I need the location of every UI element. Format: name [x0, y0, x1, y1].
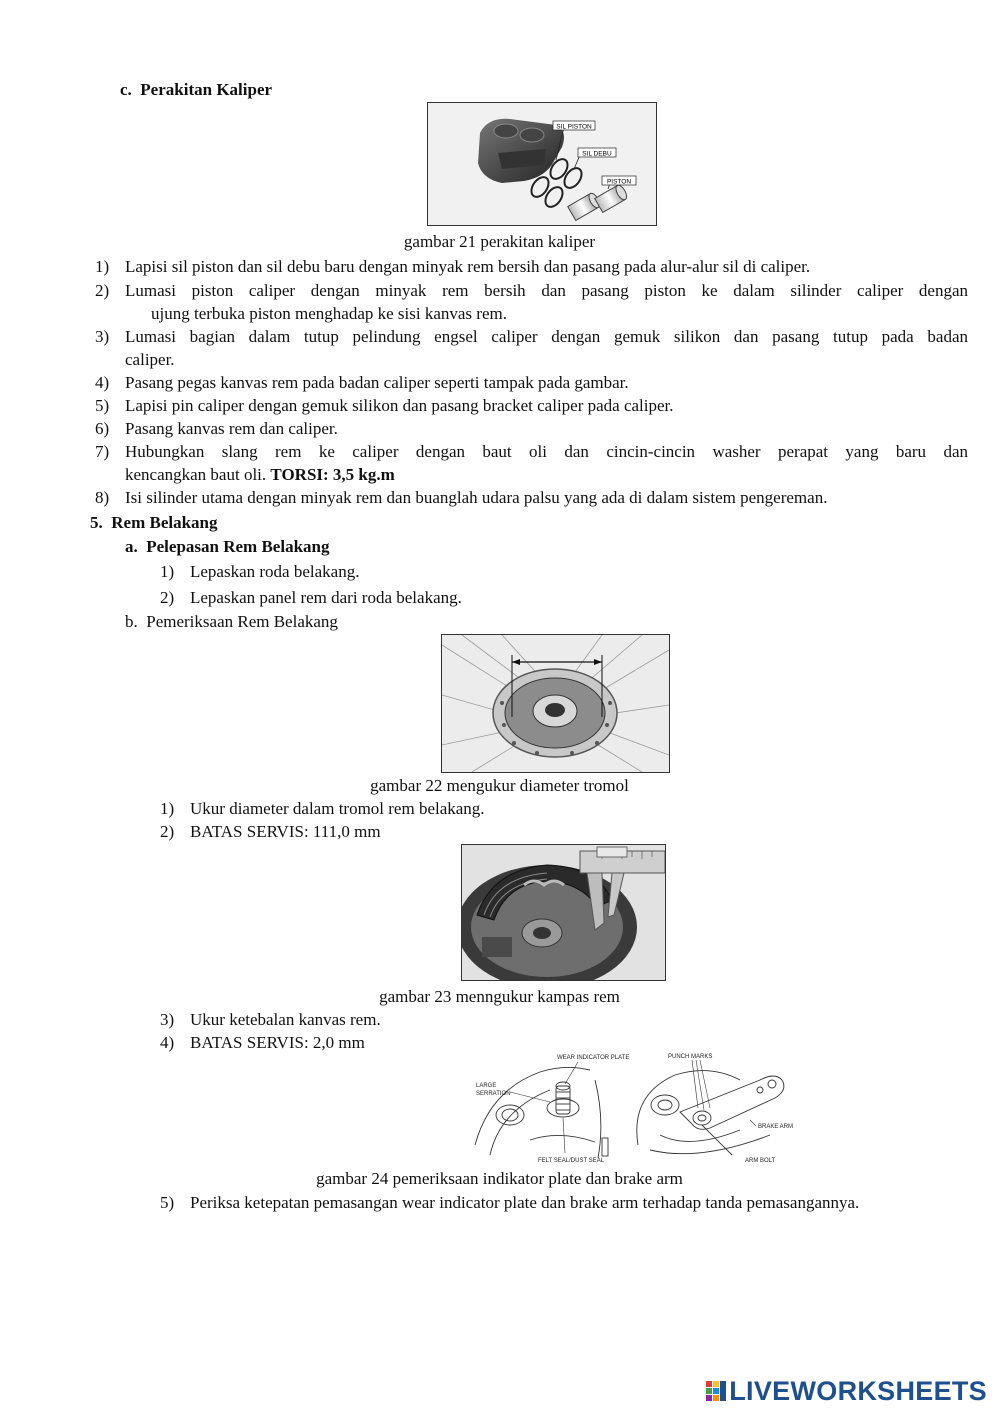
step-number: 8) [95, 488, 110, 507]
label-piston: PISTON [606, 178, 632, 186]
figure-21-caliper-assembly [427, 102, 657, 226]
brake-arm-line-drawing [470, 1050, 800, 1165]
step-number: 3) [160, 1010, 175, 1029]
seal-ring [561, 165, 585, 191]
step-number: 5) [160, 1193, 175, 1212]
step-text: Pasang pegas kanvas rem pada badan caliper seperti tampak pada gambar. [125, 373, 629, 392]
step-number: 3) [95, 327, 110, 346]
figure-22-caption: gambar 22 mengukur diameter tromol [370, 776, 629, 795]
section-c-letter: c. [120, 80, 132, 99]
figure-23-caption: gambar 23 menngukur kampas rem [379, 987, 620, 1006]
step-text-continued [125, 465, 395, 485]
brake-drum-illustration [442, 635, 669, 772]
step-text: Pasang kanvas rem dan caliper. [125, 419, 338, 438]
step-text: Isi silinder utama dengan minyak rem dan buanglah udara palsu yang ada di dalam sistem pengereman. [125, 488, 828, 507]
figure-24-caption: gambar 24 pemeriksaan indikator plate dan brake arm [316, 1169, 683, 1188]
step-text: Lepaskan panel rem dari roda belakang. [190, 588, 462, 607]
section-c-title: Perakitan Kaliper [140, 80, 273, 99]
figure-24-indicator-plate-brake-arm [470, 1050, 800, 1165]
step-number: 6) [95, 419, 110, 438]
section-5a-heading [125, 537, 329, 557]
step-text: Lapisi pin caliper dengan gemuk silikon dan pasang bracket caliper pada caliper. [125, 396, 674, 415]
piston-right [595, 184, 629, 213]
step-text: Periksa ketepatan pemasangan wear indicator plate dan brake arm terhadap tanda pemasangannya. [190, 1193, 860, 1212]
step-number: 2) [160, 822, 175, 841]
torque-value: TORSI: 3,5 kg.m [270, 465, 395, 484]
step-text: Lapisi sil piston dan sil debu baru dengan minyak rem bersih dan pasang pada alur-alur sil di caliper. [125, 257, 811, 276]
step-number: 4) [95, 373, 110, 392]
liveworksheets-logo-icon [705, 1380, 727, 1402]
label-punch-marks: PUNCH MARKS [668, 1054, 713, 1060]
label-wear-indicator-plate: WEAR INDICATOR PLATE [557, 1055, 630, 1061]
step-text-continued: caliper. [125, 350, 175, 369]
section-5-title: Rem Belakang [111, 513, 218, 532]
brake-shoe-illustration [462, 845, 665, 980]
section-5b-title: Pemeriksaan Rem Belakang [146, 612, 338, 631]
step-text: Lumasi bagian dalam tutup pelindung engsel caliper dengan gemuk silikon dan pasang tutup pada badan [125, 327, 968, 346]
step-text: Lumasi piston caliper dengan minyak rem bersih dan pasang piston ke dalam silinder caliper dengan [125, 281, 968, 300]
step-text-continued: ujung terbuka piston menghadap ke sisi kanvas rem. [151, 304, 507, 323]
figure-23-brake-lining [461, 844, 666, 981]
step-number: 2) [95, 281, 110, 300]
section-5-number: 5. [90, 513, 103, 532]
figure-22-drum-diameter [441, 634, 670, 773]
step-text: Hubungkan slang rem ke caliper dengan baut oli dan cincin-cincin washer perapat yang baru dan [125, 442, 968, 461]
step-text: Ukur diameter dalam tromol rem belakang. [190, 799, 485, 818]
section-5b-letter: b. [125, 612, 138, 631]
step-text: Lepaskan roda belakang. [190, 562, 360, 581]
label-brake-arm: BRAKE ARM [758, 1124, 794, 1130]
section-5a-title: Pelepasan Rem Belakang [146, 537, 330, 556]
figure-21-caption: gambar 21 perakitan kaliper [403, 232, 596, 251]
label-serration: SERRATION [476, 1091, 511, 1097]
step-text: Ukur ketebalan kanvas rem. [190, 1010, 381, 1029]
step-number: 2) [160, 588, 175, 607]
step-number: 1) [160, 799, 175, 818]
step-number: 1) [160, 562, 175, 581]
step-number: 1) [95, 257, 110, 276]
label-large: LARGE [476, 1083, 497, 1089]
step-number: 5) [95, 396, 110, 415]
label-sil-piston: SIL PISTON [556, 123, 592, 131]
step-text-continued-plain: kencangkan baut oli. [125, 465, 267, 484]
label-arm-bolt: ARM BOLT [745, 1158, 776, 1164]
section-5-heading [90, 513, 218, 533]
step-number: 4) [160, 1033, 175, 1052]
section-5a-letter: a. [125, 537, 138, 556]
piston-left [568, 192, 602, 221]
seal-ring [542, 184, 566, 210]
liveworksheets-logo[interactable] [705, 1376, 987, 1407]
section-c-heading [120, 80, 272, 100]
caliper-illustration [428, 103, 656, 225]
step-number: 7) [95, 442, 110, 461]
step-text: BATAS SERVIS: 111,0 mm [190, 822, 381, 841]
section-5b-heading [125, 612, 338, 632]
label-felt-seal: FELT SEAL/DUST SEAL [538, 1158, 605, 1164]
label-sil-debu: SIL DEBU [582, 150, 612, 158]
brand-text: LIVEWORKSHEETS [729, 1376, 987, 1406]
step-text: BATAS SERVIS: 2,0 mm [190, 1033, 365, 1052]
